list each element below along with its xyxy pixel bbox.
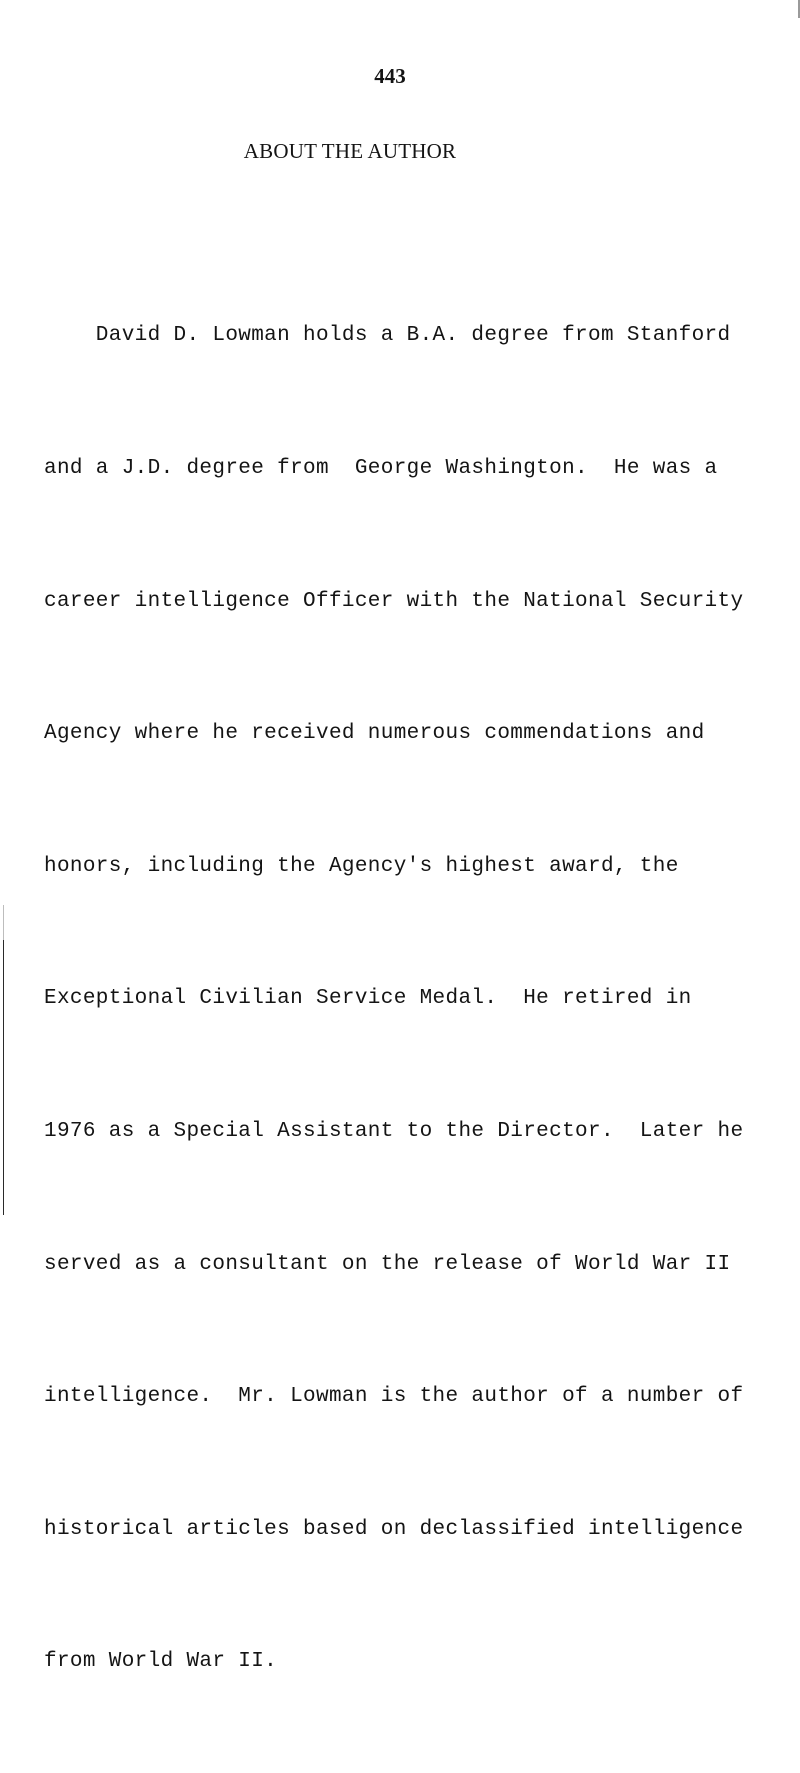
paragraph-line: from World War II. bbox=[44, 1650, 278, 1674]
page-number: 443 bbox=[374, 64, 406, 88]
paragraph-line: David D. Lowman holds a B.A. degree from Stanford bbox=[44, 324, 731, 348]
paragraph-line: Exceptional Civilian Service Medal. He retired in bbox=[44, 987, 692, 1011]
scan-edge-shadow bbox=[3, 905, 4, 940]
paragraph-line: historical articles based on declassified intelligence bbox=[44, 1517, 744, 1541]
paragraph-line: intelligence. Mr. Lowman is the author of a number of bbox=[44, 1385, 744, 1409]
author-bio-paragraph bbox=[44, 226, 784, 1773]
paragraph-line: 1976 as a Special Assistant to the Director. Later he bbox=[44, 1119, 744, 1143]
paragraph-line: Agency where he received numerous commendations and bbox=[44, 722, 705, 746]
section-heading: ABOUT THE AUTHOR bbox=[243, 139, 457, 163]
paragraph-line: served as a consultant on the release of World War II bbox=[44, 1252, 731, 1276]
scan-edge-line bbox=[3, 940, 4, 1215]
paragraph-line: honors, including the Agency's highest award, the bbox=[44, 854, 679, 878]
paragraph-line: career intelligence Officer with the National Security bbox=[44, 589, 744, 613]
paragraph-line: and a J.D. degree from George Washington. He was a bbox=[44, 457, 718, 480]
